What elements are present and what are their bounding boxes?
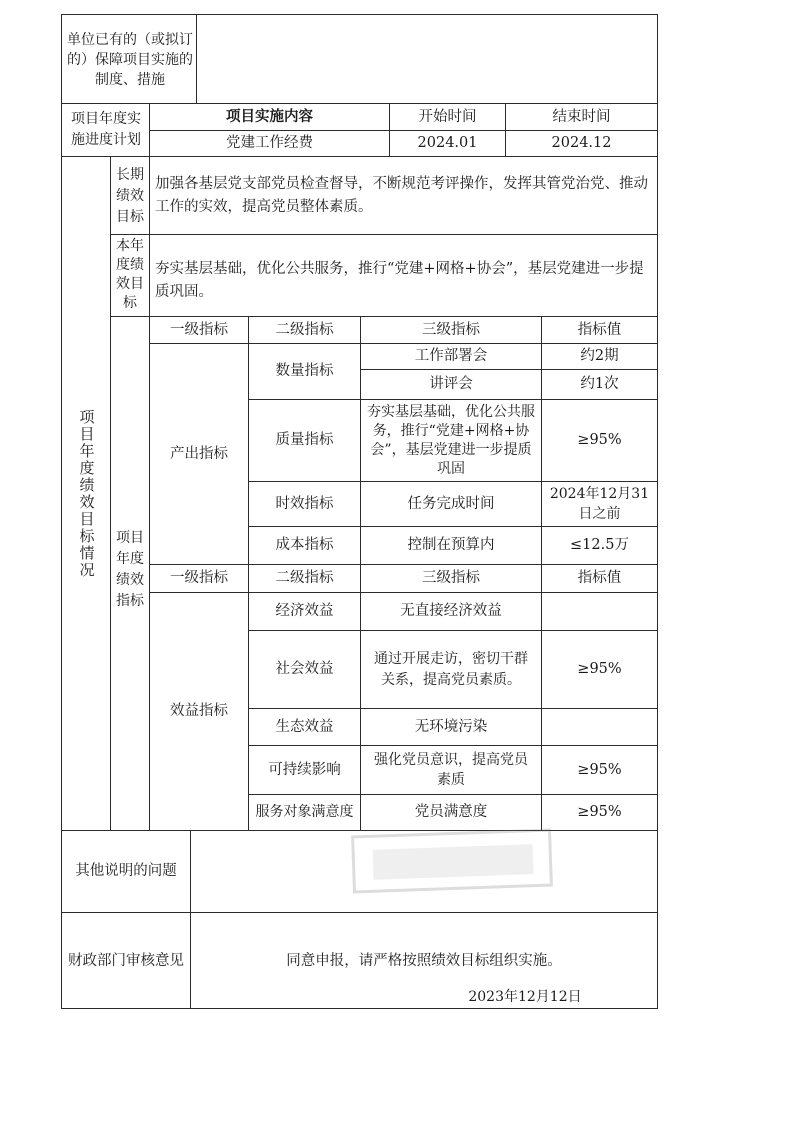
finance-review-opinion: 同意申报，请严格按照绩效目标组织实施。 xyxy=(286,952,562,969)
cost-item-value: ≤12.5万 xyxy=(570,537,629,553)
col-system-divider xyxy=(196,14,197,104)
indicator-header-level2: 二级指标 xyxy=(275,321,334,338)
ecological-benefit-value xyxy=(542,709,657,745)
quantity-item-name: 讲评会 xyxy=(429,376,473,392)
other-notes-label: 其他说明的问题 xyxy=(75,863,177,879)
rule-after-longterm xyxy=(110,234,658,235)
quality-label: 质量指标 xyxy=(275,432,334,448)
schedule-row-end: 2024.12 xyxy=(551,135,612,151)
long-term-text: 加强各基层党支部党员检查督导，不断规范考评操作，发挥其管党治党、推动工作的实效，提高党员整体素质。 xyxy=(155,176,648,215)
quantity-item-value: 约2期 xyxy=(580,348,619,364)
social-benefit-value: ≥95% xyxy=(577,661,622,677)
rule-after-schedule xyxy=(61,156,658,157)
indicators-label: 项目年度绩效指标 xyxy=(116,530,144,609)
schedule-header-content: 项目实施内容 xyxy=(226,108,313,125)
ecological-benefit-label: 生态效益 xyxy=(275,718,334,735)
indicator-header-value: 指标值 xyxy=(577,570,622,586)
sustainable-impact-label: 可持续影响 xyxy=(268,761,341,778)
schedule-row-start: 2024.01 xyxy=(417,135,478,151)
system-rules-value xyxy=(204,18,652,102)
quantity-item-value: 约1次 xyxy=(580,376,619,392)
satisfaction-value: ≥95% xyxy=(577,804,622,820)
annual-goal-text: 夯实基层基础，优化公共服务，推行“党建+网格+协会”，基层党建进一步提质巩固。 xyxy=(155,261,644,300)
benefit-level1-label: 效益指标 xyxy=(170,703,228,719)
indicator-header-level1: 一级指标 xyxy=(170,321,228,338)
schedule-label: 项目年度实施进度计划 xyxy=(71,111,141,148)
border-bottom xyxy=(61,1008,658,1009)
border-top xyxy=(61,14,658,15)
economic-benefit-label: 经济效益 xyxy=(275,603,334,619)
quality-item-name: 夯实基层基础，优化公共服务，推行“党建+网格+协会”，基层党建进一步提质巩固 xyxy=(367,403,535,477)
quantity-label: 数量指标 xyxy=(275,363,334,379)
sustainable-impact-value: ≥95% xyxy=(577,761,622,778)
social-benefit-name: 通过开展走访，密切干群关系，提高党员素质。 xyxy=(374,650,528,688)
long-term-label: 长期绩效目标 xyxy=(116,166,144,225)
social-benefit-label: 社会效益 xyxy=(275,661,334,677)
ecological-benefit-name: 无环境污染 xyxy=(414,718,488,735)
indicator-header-level3: 三级指标 xyxy=(422,321,480,338)
schedule-header-end: 结束时间 xyxy=(552,108,611,125)
indicator-header-level1: 一级指标 xyxy=(170,570,228,586)
sustainable-impact-name: 强化党员意识，提高党员素质 xyxy=(374,752,528,788)
indicator-header-value: 指标值 xyxy=(577,321,622,338)
performance-section-label: 项目年度绩效目标情况 xyxy=(77,408,96,579)
finance-review-label: 财政部门审核意见 xyxy=(68,952,184,969)
economic-benefit-name: 无直接经济效益 xyxy=(400,603,502,619)
timeliness-item-value: 2024年12月31日之前 xyxy=(549,486,650,522)
indicator-header-level2: 二级指标 xyxy=(275,570,334,586)
timeliness-item-name: 任务完成时间 xyxy=(407,495,495,512)
annual-goal-label: 本年度绩效目标 xyxy=(116,238,144,311)
quantity-item-name: 工作部署会 xyxy=(414,348,488,364)
satisfaction-label: 服务对象满意度 xyxy=(255,804,354,820)
timeliness-label: 时效指标 xyxy=(275,495,334,512)
border-right xyxy=(657,14,658,1009)
schedule-row-content: 党建工作经费 xyxy=(226,135,313,151)
cost-item-name: 控制在预算内 xyxy=(407,537,495,553)
system-rules-label: 单位已有的（或拟订的）保障项目实施的制度、措施 xyxy=(67,32,193,88)
col-bottom-label xyxy=(190,830,191,1009)
cost-label: 成本指标 xyxy=(275,537,334,553)
satisfaction-name: 党员满意度 xyxy=(414,804,488,820)
indicator-header-level3: 三级指标 xyxy=(422,570,480,586)
economic-benefit-value xyxy=(542,593,657,630)
faded-stamp-mark xyxy=(351,829,553,894)
quality-item-value: ≥95% xyxy=(577,432,622,448)
output-level1-label: 产出指标 xyxy=(170,445,228,462)
schedule-header-start: 开始时间 xyxy=(418,108,477,125)
finance-review-date: 2023年12月12日 xyxy=(468,988,582,1005)
